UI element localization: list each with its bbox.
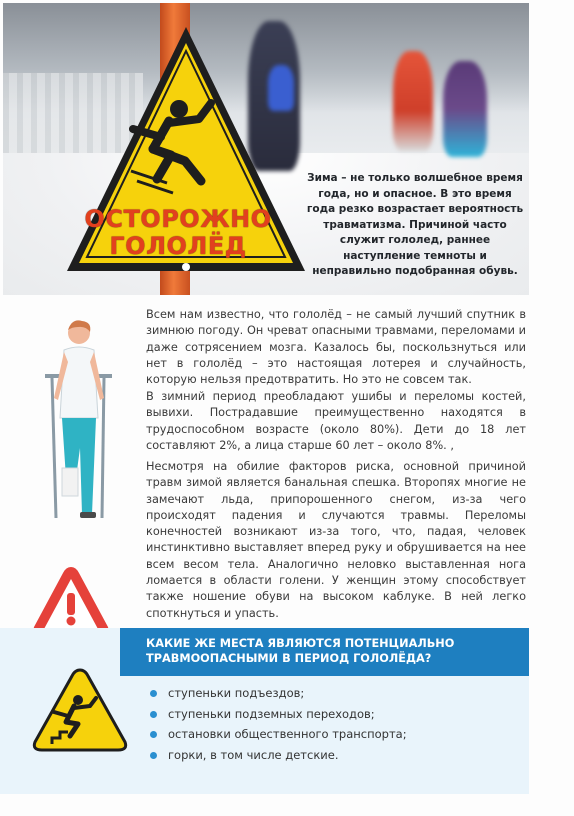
slippery-stairs-warning-icon bbox=[30, 666, 130, 754]
hero-caption: Зима – не только волшебное время года, но и опасное. В это время года резко возрастает вероятность травматизма. Причиной часто служит гололед, раннее наступление темноты и неправильно подобранная обувь. bbox=[306, 172, 524, 277]
list-item bbox=[150, 745, 407, 766]
list-item-text: остановки общественного транспорта; bbox=[168, 727, 407, 741]
paragraph-statistics: В зимний период преобладают ушибы и переломы костей, вывихи. Пострадавшие преимущественно находятся в трудоспособном возрасте (около 80%). Дети до 18 лет составляют 2%, а лица старше 60 лет – около 8%. , bbox=[146, 390, 526, 452]
bullet-icon bbox=[150, 690, 157, 697]
sign-text-line2: ГОЛОЛЁД bbox=[109, 232, 247, 260]
sign-text bbox=[78, 206, 278, 260]
list-item bbox=[150, 683, 407, 704]
list-item bbox=[150, 724, 407, 745]
bullet-icon bbox=[150, 711, 157, 718]
list-item bbox=[150, 704, 407, 725]
pedestrian-figure bbox=[443, 61, 487, 157]
paragraph-intro: Всем нам известно, что гололёд – не самый лучший спутник в зимнюю погоду. Он чреват опасными травмами, переломами и даже сотрясением мозга. Казалось бы, поскользнуться или нет в гололёд – это настоящая лотерея и случайность, которую нельзя предотвратить. Но это не совсем так. bbox=[146, 308, 526, 387]
paragraph-causes: Несмотря на обилие факторов риска, основной причиной травм зимой является банальная спешка. Второпях многие не замечают льда, припорошенного снегом, из-за чего происходят падения и случаются травмы. Переломы конечностей возникают из-за того, что, падая, человек инстинктивно выставляет вперед руку и обрушивается на нее всем весом тела. Аналогично неловко выставленная нога ломается в области голени. У женщин этому способствует также ношение обуви на высоком каблуке. В ней легко споткнуться и упасть. bbox=[146, 460, 526, 620]
bullet-icon bbox=[150, 731, 157, 738]
danger-places-list bbox=[150, 683, 407, 765]
section-title: КАКИЕ ЖЕ МЕСТА ЯВЛЯЮТСЯ ПОТЕНЦИАЛЬНО ТРАВМООПАСНЫМИ В ПЕРИОД ГОЛОЛЁДА? bbox=[146, 637, 455, 665]
list-item-text: горки, в том числе детские. bbox=[168, 747, 339, 762]
list-item-text: ступеньки подземных переходов; bbox=[168, 706, 375, 721]
bullet-icon bbox=[150, 752, 157, 759]
patient-with-crutches-icon bbox=[42, 318, 122, 523]
hero-photo bbox=[3, 3, 529, 295]
sign-text-line1: ОСТОРОЖНО bbox=[84, 205, 272, 233]
pedestrian-figure bbox=[393, 51, 433, 151]
list-item-text: ступеньки подъездов; bbox=[168, 686, 305, 700]
